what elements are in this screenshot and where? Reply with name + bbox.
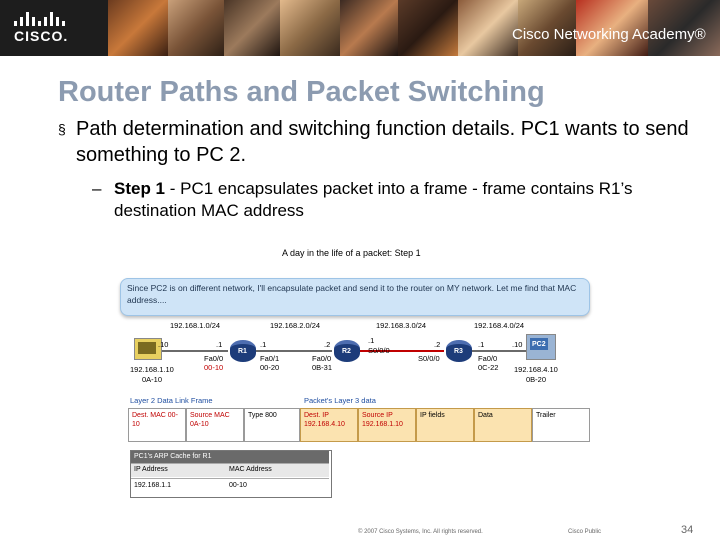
- router-label: R1: [238, 348, 247, 355]
- banner-photo: [280, 0, 340, 56]
- frame-source-mac: Source MAC 0A-10: [186, 408, 244, 442]
- academy-logo-text: Cisco Networking Academy®: [512, 26, 706, 43]
- network-label: 192.168.4.0/24: [474, 321, 525, 330]
- interface-mac: 0C-22: [478, 363, 499, 372]
- router-icon: [334, 340, 360, 362]
- frame-header-label: Layer 2 Data Link Frame: [130, 396, 213, 405]
- cisco-bars-icon: [14, 10, 66, 26]
- step-label: Step 1: [114, 179, 166, 198]
- router-icon: [446, 340, 472, 362]
- sub-bullet-text: [114, 178, 692, 222]
- interface-name: Fa0/0: [204, 354, 224, 363]
- arp-row-mac: 00-10: [229, 482, 247, 489]
- bullet-marker: §: [58, 121, 66, 137]
- footer-copyright: © 2007 Cisco Systems, Inc. All rights reserved.: [358, 529, 483, 535]
- network-label: 192.168.1.0/24: [170, 321, 221, 330]
- pc1-mac: 0A-10: [142, 375, 163, 384]
- interface-ip: .2: [324, 340, 331, 349]
- packet-dest-ip: Dest. IP 192.168.4.10: [300, 408, 358, 442]
- header-banner: [0, 0, 720, 56]
- banner-photo: [340, 0, 398, 56]
- interface-name: S0/0/0: [418, 354, 440, 363]
- packet-header-label: Packet's Layer 3 data: [304, 396, 376, 405]
- banner-photo: [398, 0, 458, 56]
- router-label: R2: [342, 348, 351, 355]
- packet-ip-fields: IP fields: [416, 408, 474, 442]
- interface-ip: .1: [368, 336, 375, 345]
- frame-dest-mac: Dest. MAC 00- 10: [128, 408, 186, 442]
- arp-cache-table: [130, 450, 332, 498]
- host-octet: .10: [512, 340, 523, 349]
- pc1-ip: 192.168.1.10: [130, 365, 174, 374]
- network-link: [158, 350, 228, 352]
- speech-bubble: Since PC2 is on different network, I'll encapsulate packet and send it to the router on MY network. Let me find that MAC address....: [120, 278, 590, 316]
- host-octet: .10: [158, 340, 169, 349]
- interface-ip: .1: [478, 340, 485, 349]
- interface-name: Fa0/1: [260, 354, 280, 363]
- pc2-label: PC2: [532, 341, 546, 348]
- interface-ip: .1: [216, 340, 223, 349]
- pc2-ip: 192.168.4.10: [514, 365, 558, 374]
- pc2-icon: [526, 334, 556, 360]
- cisco-logo: [14, 10, 74, 44]
- slide-title: Router Paths and Packet Switching: [58, 76, 545, 108]
- interface-mac: 00-10: [204, 363, 224, 372]
- arp-col-ip: IP Address: [134, 466, 168, 473]
- page-number: 34: [681, 524, 694, 536]
- network-link: [472, 350, 526, 352]
- router-icon: [230, 340, 256, 362]
- packet-data: Data: [474, 408, 532, 442]
- bullet-text: Path determination and switching function details. PC1 wants to send something to PC 2.: [76, 118, 689, 166]
- sub-bullet-dash: –: [92, 179, 102, 198]
- interface-ip: .1: [260, 340, 267, 349]
- interface-name: Fa0/0: [478, 354, 498, 363]
- network-label: 192.168.3.0/24: [376, 321, 427, 330]
- arp-col-mac: MAC Address: [229, 466, 272, 473]
- frame-type: Type 800: [244, 408, 300, 442]
- frame-trailer: Trailer: [532, 408, 590, 442]
- step-description: - PC1 encapsulates packet into a frame - frame contains R1’s destination MAC address: [114, 179, 633, 220]
- pc2-mac: 0B-20: [526, 375, 547, 384]
- interface-name: Fa0/0: [312, 354, 332, 363]
- footer-classification: Cisco Public: [568, 529, 602, 535]
- interface-name: S0/0/0: [368, 346, 390, 355]
- bullet-item: [58, 116, 698, 168]
- interface-mac: 00-20: [260, 363, 280, 372]
- arp-row-ip: 192.168.1.1: [134, 482, 171, 489]
- arp-cache-row: [131, 478, 329, 492]
- banner-photo: [168, 0, 224, 56]
- diagram-title: A day in the life of a packet: Step 1: [282, 248, 421, 258]
- arp-cache-title: PC1's ARP Cache for R1: [131, 451, 329, 463]
- interface-ip: .2: [434, 340, 441, 349]
- banner-photo: [224, 0, 280, 56]
- banner-photo: [108, 0, 168, 56]
- router-label: R3: [454, 348, 463, 355]
- packet-diagram: [112, 244, 592, 502]
- network-link: [256, 350, 332, 352]
- packet-source-ip: Source IP 192.168.1.10: [358, 408, 416, 442]
- cisco-wordmark: CISCO.: [14, 28, 69, 44]
- network-label: 192.168.2.0/24: [270, 321, 321, 330]
- interface-mac: 0B-31: [312, 363, 333, 372]
- arp-cache-header-row: [131, 463, 329, 477]
- sub-bullet-item: [92, 178, 692, 222]
- banner-photo: [458, 0, 518, 56]
